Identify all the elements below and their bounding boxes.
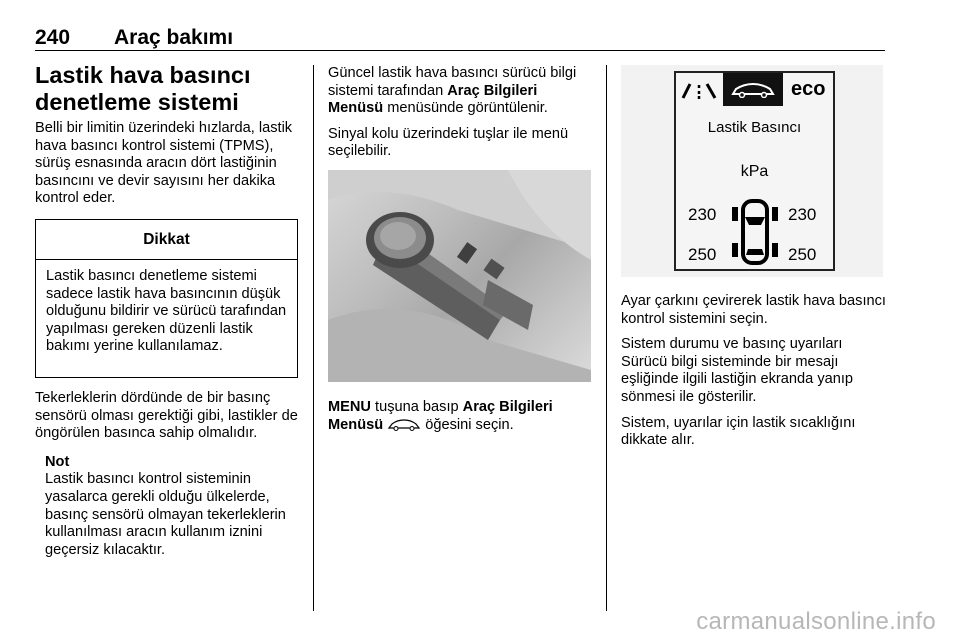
column-divider-2: [606, 65, 607, 611]
section-title-line-1: Lastik hava basıncı: [35, 62, 251, 88]
turn-signal-lever-photo: [328, 170, 591, 382]
caution-text: Lastik basıncı denetleme sistemi sadece lastik hava basıncının düşük olduğunu bildirir ve sürücü tarafından yapılması gereken düzenli lastik bakımı yerine kullanılamaz.: [46, 267, 287, 355]
lever-paragraph: Sinyal kolu üzerindeki tuşlar ile menü seçilebilir.: [328, 125, 569, 160]
column-2: [328, 65, 593, 161]
menu-instruction: [328, 399, 593, 434]
column-1: [35, 62, 300, 559]
temperature-paragraph: Sistem, uyarılar için lastik sıcaklığını dikkate alır.: [621, 414, 856, 449]
column-3-text: [621, 293, 886, 450]
pressure-front-right: 230: [788, 205, 817, 224]
display-unit: kPa: [740, 163, 769, 180]
sensor-paragraph: Tekerleklerin dördünde de bir basınç sensörü olması gerektiği gibi, lastikler de öngörülen basınca sahip olmalıdır.: [35, 389, 298, 442]
menu-paragraph: [328, 399, 593, 434]
eco-label: eco: [791, 78, 826, 100]
pressure-rear-right: 250: [788, 245, 817, 264]
page-number: 240: [35, 26, 71, 49]
note-text: Lastik basıncı kontrol sisteminin yasalarca gerekli olduğu ülkelerde, basınç sensörü olmayan tekerleklerin kullanılması aracın kullanım iznini geçersiz kılacaktır.: [45, 471, 286, 558]
lever-illustration: [328, 170, 591, 382]
display-top-bar: [676, 73, 833, 108]
note-block: [35, 454, 300, 560]
warning-paragraph: Sistem durumu ve basınç uyarıları Sürücü bilgi sisteminde bir mesajı eşliğinde ilgili lastiğin ekranda yanıp sönmesi ile gösterilir.: [621, 336, 854, 405]
display-screen: [674, 71, 835, 271]
display-paragraph: [328, 65, 593, 118]
selected-car-tab: [723, 73, 783, 106]
car-tab-icon: [730, 82, 776, 98]
menu-button-label: MENU: [328, 399, 371, 415]
display-paragraph-end: menüsünde görüntülenir.: [383, 100, 548, 117]
pressure-front-left: 230: [688, 205, 717, 224]
chapter-title: Araç bakımı: [114, 26, 234, 49]
column-divider-1: [313, 65, 314, 611]
note-title: Not: [45, 453, 70, 470]
car-icon: [387, 418, 421, 431]
intro-paragraph: Belli bir limitin üzerindeki hızlarda, lastik hava basıncı kontrol sistemi (TPMS), sürüş esnasında aracın dört lastiğinin basıncını ve devir sayısını her dakika kontrol eder.: [35, 120, 293, 207]
tire-pressure-display: [621, 65, 883, 277]
vehicle-info-menu-bold: Araç Bilgileri Menüsü: [328, 82, 538, 117]
select-paragraph: Ayar çarkını çevirerek lastik hava basıncı kontrol sistemini seçin.: [621, 293, 886, 327]
vehicle-info-menu-bold-2: Araç Bilgileri Menüsü: [328, 399, 553, 433]
display-title: Lastik Basıncı: [707, 119, 802, 136]
display-paragraph-text: Güncel lastik hava basıncı sürücü bilgi sistemi tarafından: [328, 65, 577, 99]
menu-paragraph-text: tuşuna basıp: [370, 399, 463, 415]
watermark: carmanualsonline.info: [696, 608, 936, 635]
header-rule: [35, 50, 885, 51]
caution-box: [35, 219, 298, 378]
caution-title: Dikkat: [36, 220, 297, 260]
lane-icon: [680, 82, 718, 100]
section-title: [35, 62, 300, 116]
menu-paragraph-end: öğesini seçin.: [421, 416, 514, 433]
pressure-rear-left: 250: [688, 245, 717, 264]
section-title-line-2: denetleme sistemi: [35, 89, 239, 115]
car-top-view-icon: [731, 199, 779, 265]
